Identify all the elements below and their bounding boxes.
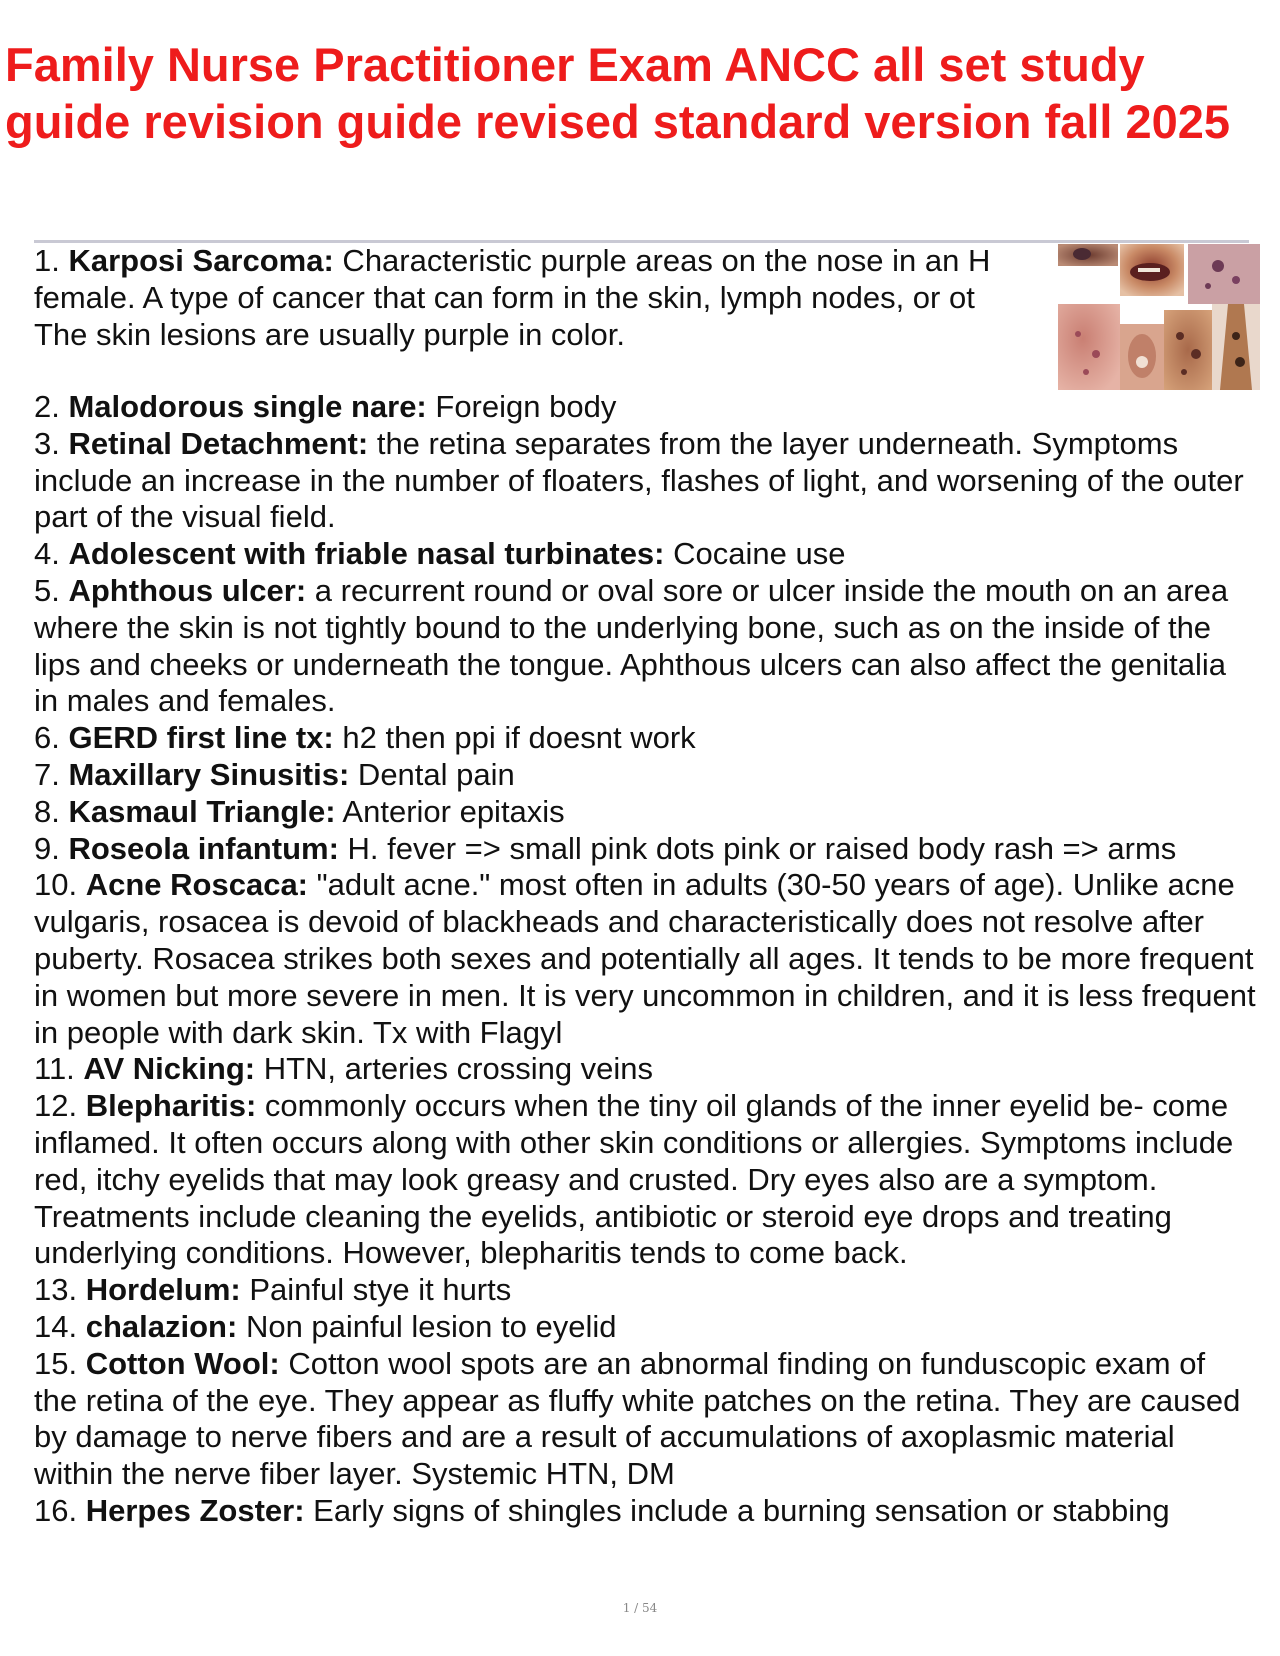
item-number: 7. — [34, 756, 60, 792]
item-number: 4. — [34, 536, 60, 572]
list-item — [34, 794, 1256, 831]
item-definition: h2 then ppi if doesnt work — [333, 720, 696, 756]
item-number: 1. — [34, 243, 60, 278]
item-number: 9. — [34, 830, 60, 866]
item-definition: Cotton wool spots are an abnormal finding on funduscopic exam of the retina of the eye. They appear as fluffy white patches on the retina. They are caused by damage to nerve fibers and are a result of accumulations of axoplasmic material within the nerve fiber layer. Systemic HTN, DM — [34, 1345, 1241, 1492]
list-item — [34, 1272, 1256, 1309]
list-item — [34, 1051, 1256, 1088]
list-item — [34, 426, 1256, 536]
item-term: Adolescent with friable nasal turbinates: — [68, 536, 665, 572]
item-definition-line: The skin lesions are usually purple in color. — [34, 316, 626, 352]
item-term: Aphthous ulcer: — [68, 572, 307, 608]
item-number: 16. — [34, 1492, 78, 1528]
list-item — [34, 1088, 1256, 1198]
item-term: Maxillary Sinusitis: — [68, 756, 350, 792]
item-definition-line: Characteristic purple areas on the nose in an H — [333, 243, 991, 278]
item-definition: a recurrent round or oval sore or ulcer inside the mouth on an area where the skin is not tightly bound to the underlying bone, such as on the inside of the lips and cheeks or underneath the tongue. Aphthous ulcers can also affect the genitalia in males and females. — [34, 572, 1229, 719]
document-title: Family Nurse Practitioner Exam ANCC all set study guide revision guide revised standard version fall 2025 — [5, 38, 1231, 148]
list-item — [34, 1493, 1256, 1530]
list-item — [34, 720, 1256, 757]
item-definition: Anterior epitaxis — [335, 793, 565, 829]
list-item — [34, 867, 1256, 1051]
item-term: Hordelum: — [85, 1272, 241, 1308]
item-number: 10. — [34, 867, 78, 903]
item-definition: Foreign body — [426, 389, 617, 424]
item-term: GERD first line tx: — [68, 720, 334, 756]
item-number: 15. — [34, 1345, 78, 1381]
study-guide-content — [34, 243, 1256, 1530]
item-definition-line: female. A type of cancer that can form in the skin, lymph nodes, or ot — [34, 279, 975, 315]
item-definition: Non painful lesion to eyelid — [237, 1308, 617, 1344]
item-term: Karposi Sarcoma: — [68, 243, 334, 278]
item-term: Herpes Zoster: — [85, 1492, 305, 1528]
item-definition: Painful stye it hurts — [240, 1272, 512, 1308]
item-number: 14. — [34, 1308, 78, 1344]
item-definition: the retina separates from the layer underneath. Symptoms include an increase in the number of floaters, flashes of light, and worsening of the outer part of the visual field. — [34, 425, 1244, 535]
item-term: Malodorous single nare: — [68, 389, 427, 424]
list-item — [34, 389, 1256, 426]
page-indicator: 1 / 54 — [622, 1601, 658, 1615]
list-item — [34, 757, 1256, 794]
list-item-continuation: Treatments include cleaning the eyelids, antibiotic or steroid eye drops and treating underlying conditions. However, blepharitis tends to come back. — [34, 1198, 1172, 1271]
item-number: 8. — [34, 793, 60, 829]
list-item — [34, 1346, 1256, 1493]
list-item — [34, 831, 1256, 868]
list-item — [34, 1309, 1256, 1346]
item-definition: HTN, arteries crossing veins — [255, 1051, 654, 1087]
item-term: Cotton Wool: — [85, 1345, 280, 1381]
item-number: 3. — [34, 425, 60, 461]
list-item — [34, 536, 1256, 573]
item-term: Roseola infantum: — [68, 830, 339, 866]
item-number: 2. — [34, 389, 60, 424]
item-term: AV Nicking: — [83, 1051, 256, 1087]
item-definition: "adult acne." most often in adults (30-50 years of age). Unlike acne vulgaris, rosacea is devoid of blackheads and characteristically does not resolve after puberty. Rosacea strikes both sexes and potentially all ages. It tends to be more frequent in women but more severe in men. It is very uncommon in children, and it is less frequent in people with dark skin. Tx with Flagyl — [34, 867, 1256, 1050]
item-term: Kasmaul Triangle: — [68, 793, 336, 829]
item-number: 6. — [34, 720, 60, 756]
item-number: 13. — [34, 1272, 78, 1308]
item-term: Retinal Detachment: — [68, 425, 369, 461]
list-item — [34, 573, 1256, 720]
item-term: chalazion: — [85, 1308, 238, 1344]
item-definition: Early signs of shingles include a burning sensation or stabbing — [304, 1492, 1170, 1528]
item-definition: H. fever => small pink dots pink or raised body rash => arms — [338, 830, 1177, 866]
item-term: Acne Roscaca: — [85, 867, 309, 903]
item-definition: commonly occurs when the tiny oil glands of the inner eyelid be- come inflamed. It often occurs along with other skin conditions or allergies. Symptoms include red, itchy eyelids that may look greasy and crusted. Dry eyes also are a symptom. — [34, 1088, 1234, 1197]
item-number: 5. — [34, 572, 60, 608]
item-definition: Cocaine use — [664, 536, 846, 572]
item-number: 11. — [34, 1051, 75, 1087]
item-definition: Dental pain — [349, 756, 515, 792]
item-number: 12. — [34, 1088, 78, 1124]
item-term: Blepharitis: — [85, 1088, 257, 1124]
list-item — [34, 243, 1078, 353]
